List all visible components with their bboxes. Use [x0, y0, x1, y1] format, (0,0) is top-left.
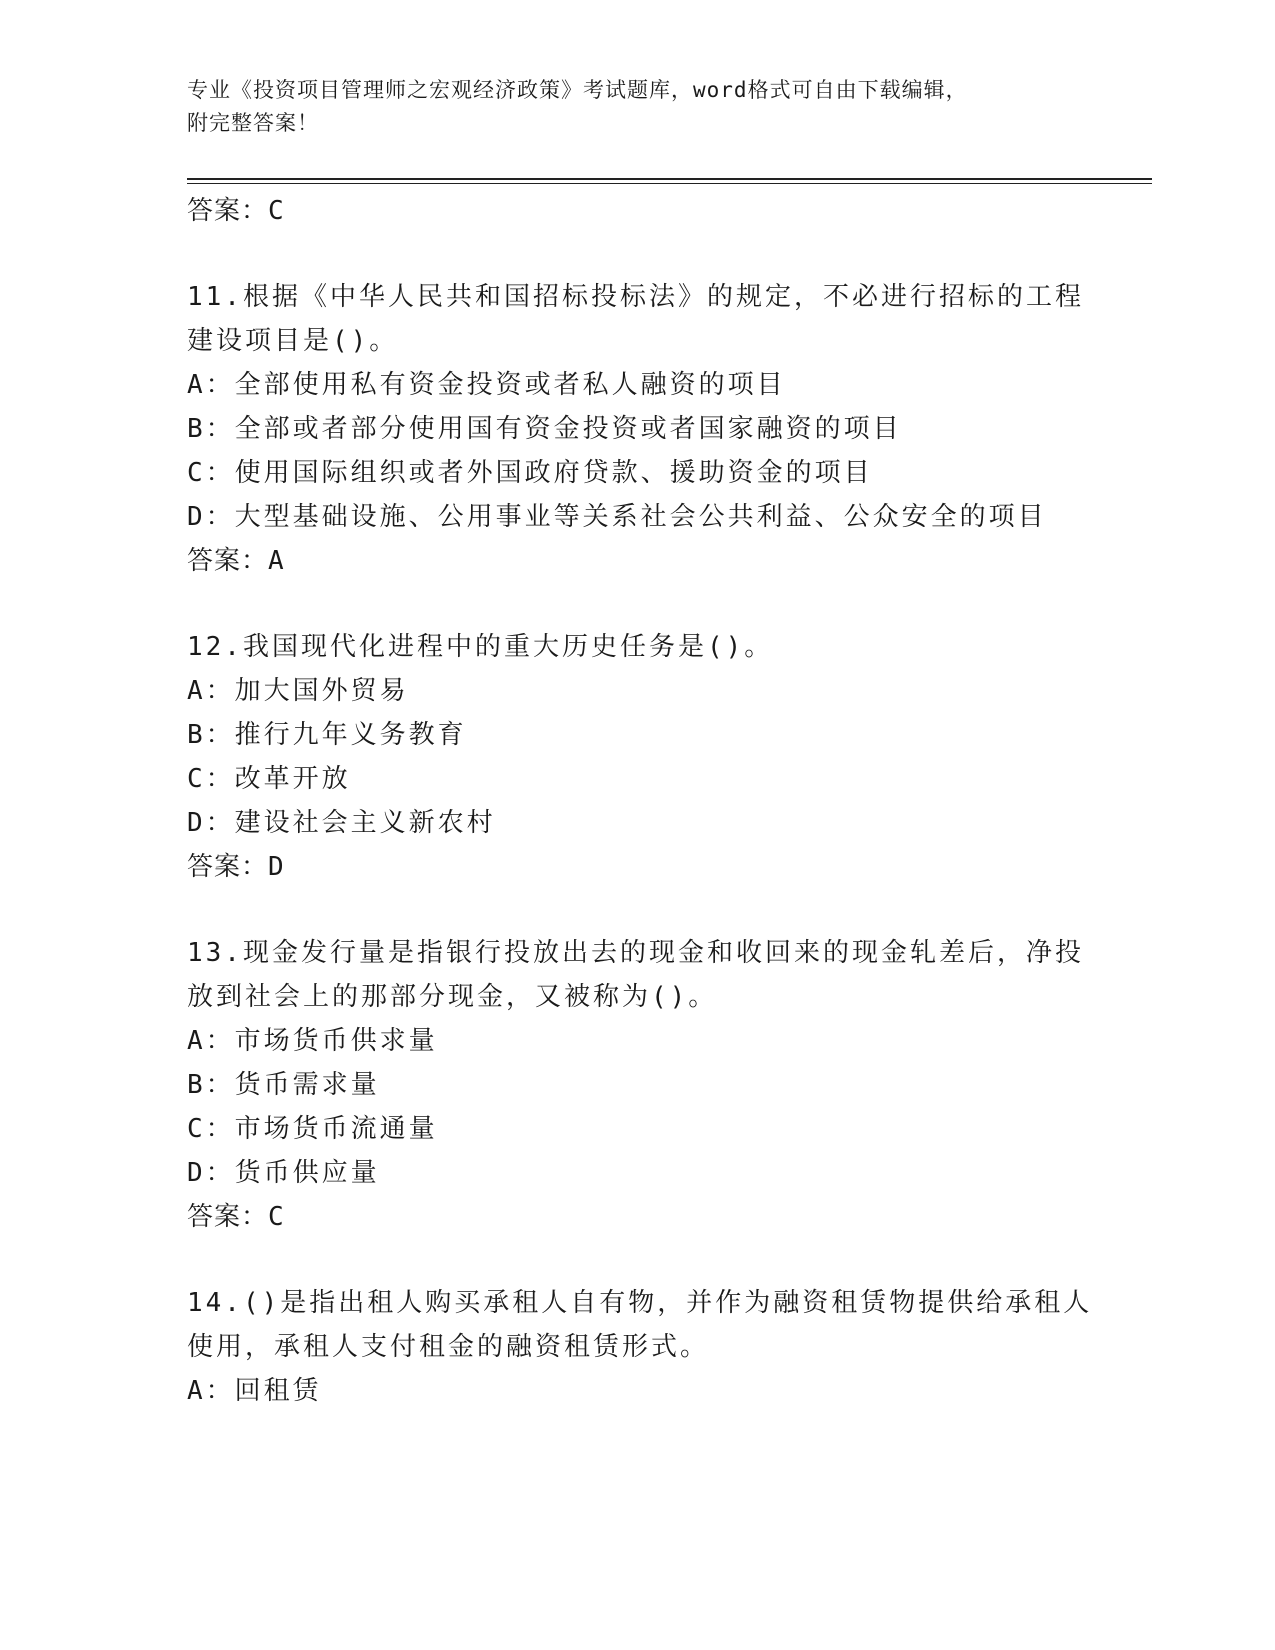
q13-option-c: C：市场货币流通量 — [187, 1114, 438, 1144]
q14-option-a: A：回租赁 — [187, 1376, 322, 1406]
q14-stem-line-2: 使用，承租人支付租金的融资租赁形式。 — [187, 1332, 710, 1362]
q11-option-a: A：全部使用私有资金投资或者私人融资的项目 — [187, 370, 786, 400]
q12-stem-line-1: 12.我国现代化进程中的重大历史任务是()。 — [187, 632, 774, 662]
q11-option-d: D：大型基础设施、公用事业等关系社会公共利益、公众安全的项目 — [187, 502, 1047, 532]
q13-stem-line-1: 13.现金发行量是指银行投放出去的现金和收回来的现金轧差后，净投 — [187, 938, 1084, 968]
q12-option-c: C：改革开放 — [187, 764, 351, 794]
q12-option-d: D：建设社会主义新农村 — [187, 808, 496, 838]
header-line-1: 专业《投资项目管理师之宏观经济政策》考试题库，word格式可自由下载编辑， — [187, 78, 968, 102]
q11-option-b: B：全部或者部分使用国有资金投资或者国家融资的项目 — [187, 414, 902, 444]
page-header — [187, 74, 1087, 140]
q11-stem-line-2: 建设项目是()。 — [187, 326, 399, 356]
header-line-2: 附完整答案！ — [187, 111, 319, 135]
q13-stem-line-2: 放到社会上的那部分现金，又被称为()。 — [187, 982, 718, 1012]
answer-previous: 答案：C — [187, 196, 285, 226]
q12-option-b: B：推行九年义务教育 — [187, 720, 467, 750]
q12-answer: 答案：D — [187, 852, 285, 882]
q13-answer: 答案：C — [187, 1202, 285, 1232]
q14-stem-line-1: 14.()是指出租人购买承租人自有物，并作为融资租赁物提供给承租人 — [187, 1288, 1093, 1318]
q11-answer: 答案：A — [187, 546, 285, 576]
header-divider-thick — [187, 178, 1152, 180]
q11-option-c: C：使用国际组织或者外国政府贷款、援助资金的项目 — [187, 458, 873, 488]
q13-option-d: D：货币供应量 — [187, 1158, 380, 1188]
q13-option-a: A：市场货币供求量 — [187, 1026, 438, 1056]
q13-option-b: B：货币需求量 — [187, 1070, 380, 1100]
q12-option-a: A：加大国外贸易 — [187, 676, 409, 706]
header-divider-thin — [187, 183, 1152, 184]
q11-stem-line-1: 11.根据《中华人民共和国招标投标法》的规定，不必进行招标的工程 — [187, 282, 1084, 312]
